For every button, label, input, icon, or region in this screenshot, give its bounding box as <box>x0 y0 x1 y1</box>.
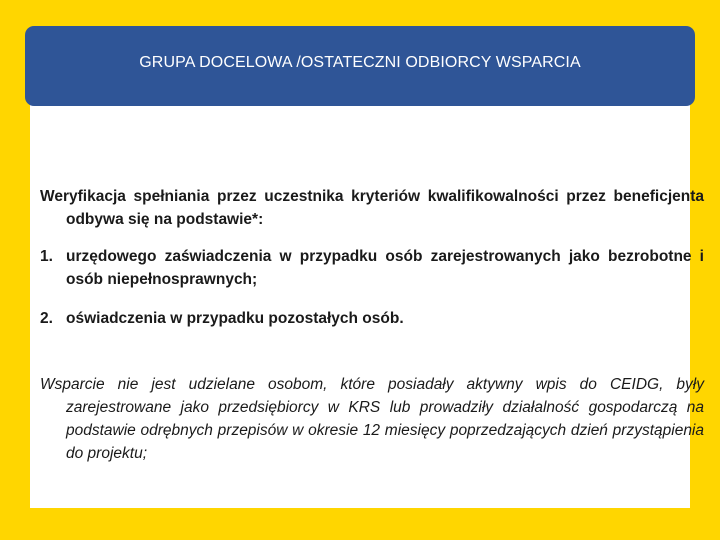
slide-title: GRUPA DOCELOWA /OSTATECZNI ODBIORCY WSPARCIA <box>139 54 581 71</box>
list-item-2-text: oświadczenia w przypadku pozostałych osób. <box>66 310 404 327</box>
list-item-2-number: 2. <box>40 310 53 327</box>
list-item-2 <box>40 307 704 330</box>
note-paragraph: Wsparcie nie jest udzielane osobom, które posiadały aktywny wpis do CEIDG, były zarejestrowane jako przedsiębiorcy w KRS lub prowadziły działalność gospodarczą na podstawie odrębnych przepisów w okresie 12 miesięcy poprzedzających dzień przystąpienia do projektu; <box>40 376 704 462</box>
title-bar <box>25 26 695 106</box>
list-item-1-text: urzędowego zaświadczenia w przypadku osób zarejestrowanych jako bezrobotne i osób niepełnosprawnych; <box>66 248 704 288</box>
list-item-1-number: 1. <box>40 248 53 265</box>
intro-paragraph: Weryfikacja spełniania przez uczestnika kryteriów kwalifikowalności przez beneficjenta odbywa się na podstawie*: <box>40 188 704 228</box>
list-item-1 <box>40 245 704 291</box>
